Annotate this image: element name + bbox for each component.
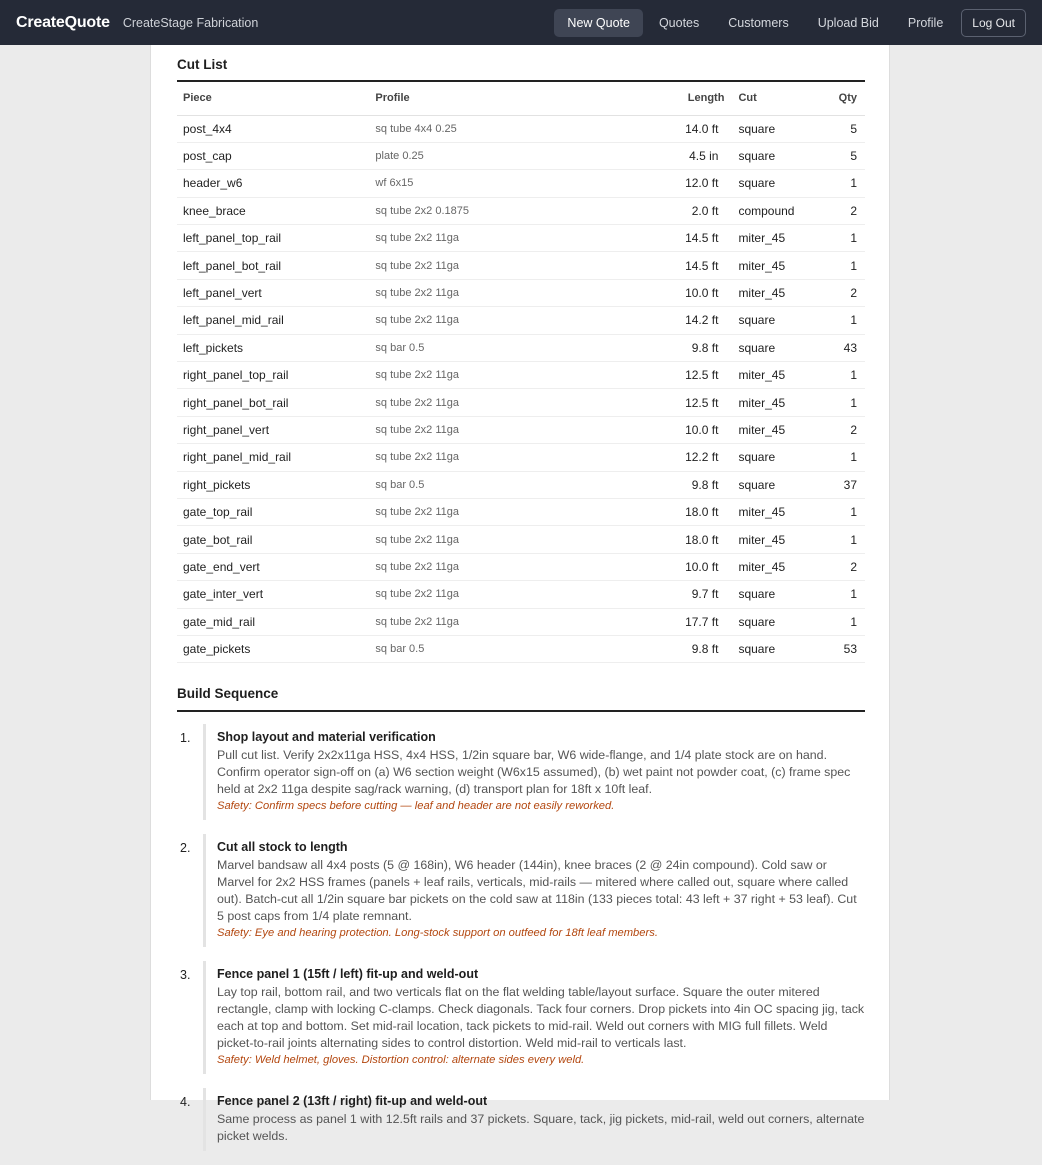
length-cell: 14.5 ft <box>537 225 725 252</box>
length-cell: 2.0 ft <box>537 197 725 224</box>
profile-cell: sq bar 0.5 <box>369 635 536 662</box>
profile-cell: sq tube 2x2 11ga <box>369 279 536 306</box>
col-cut-header: Cut <box>724 82 832 115</box>
table-row <box>177 526 865 553</box>
step-number: 3. <box>180 968 191 982</box>
step-body <box>203 1088 865 1151</box>
piece-cell: right_panel_vert <box>177 416 369 443</box>
table-row <box>177 170 865 197</box>
piece-cell: gate_bot_rail <box>177 526 369 553</box>
step-safety-note: Safety: Confirm specs before cutting — leaf and header are not easily reworked. <box>217 800 615 812</box>
col-profile-header: Profile <box>369 82 536 115</box>
cut-cell: miter_45 <box>724 498 832 525</box>
cut-cell: miter_45 <box>724 553 832 580</box>
nav-customers[interactable]: Customers <box>728 15 789 30</box>
table-row <box>177 142 865 169</box>
cut-cell: square <box>724 115 832 142</box>
profile-cell: sq tube 2x2 11ga <box>369 498 536 525</box>
cut-list-section <box>177 57 865 663</box>
qty-cell: 1 <box>833 225 865 252</box>
build-step <box>177 724 865 820</box>
piece-cell: right_pickets <box>177 471 369 498</box>
piece-cell: post_4x4 <box>177 115 369 142</box>
cut-list-header-row <box>177 82 865 115</box>
length-cell: 10.0 ft <box>537 553 725 580</box>
length-cell: 9.8 ft <box>537 334 725 361</box>
table-row <box>177 498 865 525</box>
profile-cell: sq tube 2x2 11ga <box>369 553 536 580</box>
qty-cell: 1 <box>833 362 865 389</box>
qty-cell: 1 <box>833 389 865 416</box>
length-cell: 17.7 ft <box>537 608 725 635</box>
profile-cell: sq tube 2x2 11ga <box>369 252 536 279</box>
length-cell: 18.0 ft <box>537 526 725 553</box>
main-nav <box>551 9 1026 37</box>
cut-cell: miter_45 <box>724 252 832 279</box>
table-row <box>177 389 865 416</box>
cut-cell: miter_45 <box>724 362 832 389</box>
qty-cell: 2 <box>833 416 865 443</box>
piece-cell: gate_mid_rail <box>177 608 369 635</box>
qty-cell: 2 <box>833 553 865 580</box>
org-name: CreateStage Fabrication <box>122 15 259 30</box>
profile-cell: sq tube 4x4 0.25 <box>369 115 536 142</box>
piece-cell: gate_inter_vert <box>177 581 369 608</box>
table-row <box>177 635 865 662</box>
piece-cell: right_panel_top_rail <box>177 362 369 389</box>
table-row <box>177 252 865 279</box>
piece-cell: gate_end_vert <box>177 553 369 580</box>
qty-cell: 1 <box>833 526 865 553</box>
step-number: 2. <box>180 841 191 855</box>
qty-cell: 1 <box>833 498 865 525</box>
qty-cell: 2 <box>833 197 865 224</box>
profile-cell: sq tube 2x2 11ga <box>369 307 536 334</box>
length-cell: 14.2 ft <box>537 307 725 334</box>
profile-cell: plate 0.25 <box>369 142 536 169</box>
table-row <box>177 608 865 635</box>
build-step <box>177 834 865 947</box>
step-description: Marvel bandsaw all 4x4 posts (5 @ 168in), W6 header (144in), knee braces (2 @ 24in compound). Cold saw or Marvel for 2x2 HSS frames (panels + leaf rails, verticals, mid-rails — mitered where called out, square where called out). Batch-cut all 1/2in square bar pickets on the cold saw at 118in (133 pieces total: 43 left + 37 right + 53 leaf). Cut 5 post caps from 1/4 plate remnant. <box>217 858 857 923</box>
brand-logo[interactable]: CreateQuote <box>16 13 110 31</box>
length-cell: 10.0 ft <box>537 416 725 443</box>
qty-cell: 53 <box>833 635 865 662</box>
step-body <box>203 834 865 947</box>
piece-cell: right_panel_mid_rail <box>177 444 369 471</box>
cut-cell: miter_45 <box>724 526 832 553</box>
step-number: 1. <box>180 731 191 745</box>
build-step <box>177 1088 865 1151</box>
cut-cell: miter_45 <box>724 279 832 306</box>
profile-cell: sq tube 2x2 11ga <box>369 362 536 389</box>
piece-cell: left_panel_top_rail <box>177 225 369 252</box>
step-safety-note: Safety: Weld helmet, gloves. Distortion control: alternate sides every weld. <box>217 1054 585 1066</box>
qty-cell: 2 <box>833 279 865 306</box>
profile-cell: sq tube 2x2 11ga <box>369 581 536 608</box>
table-row <box>177 416 865 443</box>
cut-cell: square <box>724 471 832 498</box>
step-title: Shop layout and material verification <box>217 730 436 744</box>
col-length-header: Length <box>537 82 725 115</box>
quote-detail-card <box>150 45 890 1143</box>
length-cell: 4.5 in <box>537 142 725 169</box>
piece-cell: gate_top_rail <box>177 498 369 525</box>
cut-cell: square <box>724 334 832 361</box>
length-cell: 12.5 ft <box>537 362 725 389</box>
piece-cell: gate_pickets <box>177 635 369 662</box>
piece-cell: right_panel_bot_rail <box>177 389 369 416</box>
step-body <box>203 961 865 1074</box>
length-cell: 12.0 ft <box>537 170 725 197</box>
step-body <box>203 724 865 820</box>
cut-cell: square <box>724 581 832 608</box>
profile-cell: sq tube 2x2 11ga <box>369 526 536 553</box>
profile-cell: sq tube 2x2 11ga <box>369 389 536 416</box>
length-cell: 12.2 ft <box>537 444 725 471</box>
cut-cell: square <box>724 170 832 197</box>
length-cell: 18.0 ft <box>537 498 725 525</box>
top-navbar <box>0 0 1042 45</box>
nav-quotes[interactable]: Quotes <box>658 15 700 30</box>
qty-cell: 1 <box>833 170 865 197</box>
cut-cell: compound <box>724 197 832 224</box>
nav-profile[interactable]: Profile <box>907 15 944 30</box>
length-cell: 12.5 ft <box>537 389 725 416</box>
length-cell: 14.5 ft <box>537 252 725 279</box>
step-safety-note: Safety: Eye and hearing protection. Long-stock support on outfeed for 18ft leaf members. <box>217 927 658 939</box>
profile-cell: sq bar 0.5 <box>369 471 536 498</box>
qty-cell: 1 <box>833 252 865 279</box>
step-title: Fence panel 1 (15ft / left) fit-up and weld-out <box>217 967 479 981</box>
piece-cell: left_panel_mid_rail <box>177 307 369 334</box>
cut-cell: square <box>724 142 832 169</box>
table-row <box>177 581 865 608</box>
profile-cell: sq tube 2x2 0.1875 <box>369 197 536 224</box>
cut-list-table <box>177 82 865 663</box>
table-row <box>177 225 865 252</box>
length-cell: 14.0 ft <box>537 115 725 142</box>
cut-cell: miter_45 <box>724 416 832 443</box>
table-row <box>177 362 865 389</box>
profile-cell: sq tube 2x2 11ga <box>369 416 536 443</box>
qty-cell: 1 <box>833 307 865 334</box>
step-title: Cut all stock to length <box>217 840 348 854</box>
build-step <box>177 961 865 1074</box>
profile-cell: wf 6x15 <box>369 170 536 197</box>
qty-cell: 1 <box>833 581 865 608</box>
table-row <box>177 471 865 498</box>
nav-upload-bid[interactable]: Upload Bid <box>817 15 879 30</box>
table-row <box>177 197 865 224</box>
step-description: Pull cut list. Verify 2x2x11ga HSS, 4x4 HSS, 1/2in square bar, W6 wide-flange, and 1/4 plate stock are on hand. Confirm operator sign-off on (a) W6 section weight (W6x15 assumed), (b) wet paint not powder coat, (c) frame spec held at 2x2 11ga despite sag/rack warning, (d) transport plan for 18ft x 10ft leaf. <box>217 748 851 796</box>
length-cell: 10.0 ft <box>537 279 725 306</box>
table-row <box>177 444 865 471</box>
qty-cell: 43 <box>833 334 865 361</box>
cut-cell: square <box>724 635 832 662</box>
step-description: Same process as panel 1 with 12.5ft rails and 37 pickets. Square, tack, jig pickets, mid-rail, weld out corners, alternate picket welds. <box>217 1112 865 1143</box>
col-piece-header: Piece <box>177 82 369 115</box>
cut-cell: square <box>724 307 832 334</box>
table-row <box>177 279 865 306</box>
length-cell: 9.8 ft <box>537 635 725 662</box>
table-row <box>177 115 865 142</box>
cut-cell: miter_45 <box>724 225 832 252</box>
build-sequence-heading: Build Sequence <box>177 686 865 712</box>
piece-cell: left_panel_bot_rail <box>177 252 369 279</box>
table-row <box>177 307 865 334</box>
step-title: Fence panel 2 (13ft / right) fit-up and weld-out <box>217 1094 488 1108</box>
qty-cell: 37 <box>833 471 865 498</box>
cut-cell: square <box>724 608 832 635</box>
profile-cell: sq bar 0.5 <box>369 334 536 361</box>
qty-cell: 1 <box>833 444 865 471</box>
cut-cell: miter_45 <box>724 389 832 416</box>
logout-button[interactable]: Log Out <box>961 9 1026 37</box>
cut-cell: square <box>724 444 832 471</box>
profile-cell: sq tube 2x2 11ga <box>369 608 536 635</box>
qty-cell: 5 <box>833 142 865 169</box>
table-row <box>177 553 865 580</box>
length-cell: 9.8 ft <box>537 471 725 498</box>
step-description: Lay top rail, bottom rail, and two verticals flat on the flat welding table/layout surface. Square the outer mitered rectangle, clamp with locking C-clamps. Check diagonals. Tack four corners. Drop pickets into 4in OC spacing jig, tack each at top and bottom. Set mid-rail location, tack pickets to mid-rail. Weld out corners with MIG full fillets. Weld picket-to-rail joints alternating sides to control distortion. Weld mid-rail to verticals last. <box>217 985 865 1050</box>
cut-list-heading: Cut List <box>177 57 865 82</box>
build-steps-list <box>177 724 865 1151</box>
piece-cell: header_w6 <box>177 170 369 197</box>
qty-cell: 1 <box>833 608 865 635</box>
profile-cell: sq tube 2x2 11ga <box>369 444 536 471</box>
nav-new-quote[interactable]: New Quote <box>554 9 643 37</box>
col-qty-header: Qty <box>833 82 865 115</box>
length-cell: 9.7 ft <box>537 581 725 608</box>
piece-cell: post_cap <box>177 142 369 169</box>
table-row <box>177 334 865 361</box>
qty-cell: 5 <box>833 115 865 142</box>
piece-cell: left_pickets <box>177 334 369 361</box>
piece-cell: knee_brace <box>177 197 369 224</box>
build-sequence-section <box>177 686 865 1165</box>
profile-cell: sq tube 2x2 11ga <box>369 225 536 252</box>
cut-list-body <box>177 115 865 663</box>
step-number: 4. <box>180 1095 191 1109</box>
piece-cell: left_panel_vert <box>177 279 369 306</box>
